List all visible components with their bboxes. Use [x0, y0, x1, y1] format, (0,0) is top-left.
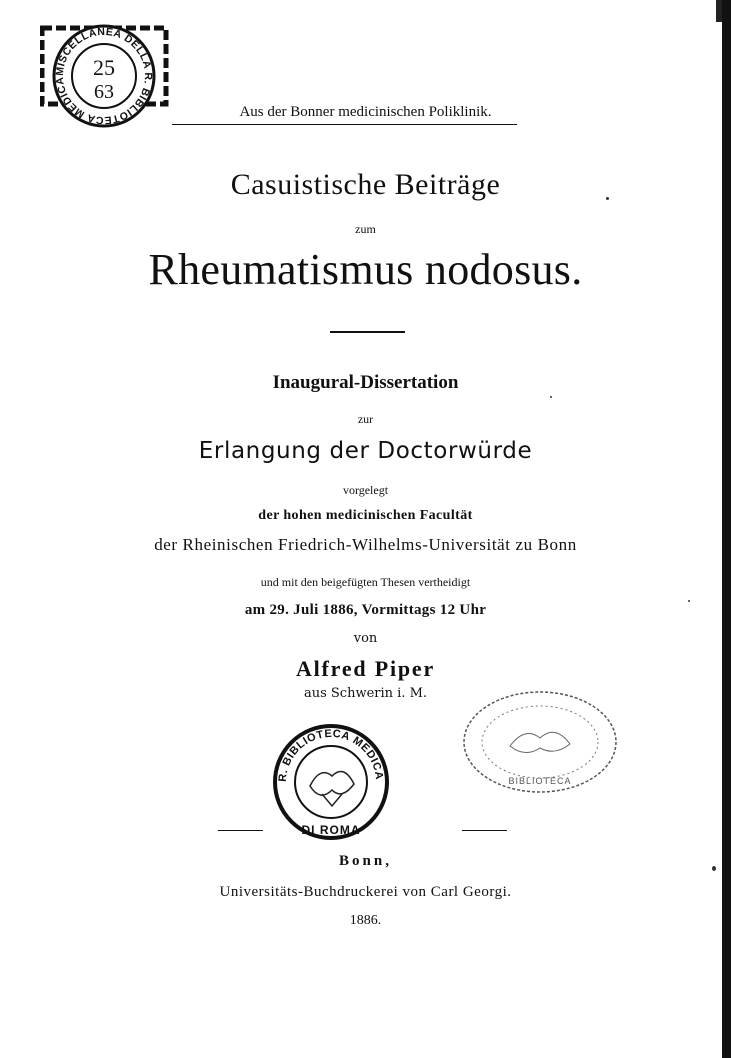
bottom-stamp-text: R. BIBLIOTECA MEDICA — [276, 727, 386, 783]
top-stamp-text: MISCELLANEA DELLA R. BIBLIOTECA MEDICA — [53, 25, 155, 127]
imprint-printer: Universitäts-Buchdruckerei von Carl Georgi. — [219, 884, 512, 900]
zur-text: zur — [357, 412, 374, 426]
purpose-text: Erlangung der Doctorwürde — [198, 438, 533, 464]
header-rule — [172, 124, 517, 125]
title-divider — [330, 331, 405, 333]
defended-text: und mit den beigefügten Thesen vertheidigt — [260, 575, 471, 589]
imprint-rule-right — [462, 830, 507, 831]
vorgelegt-text: vorgelegt — [342, 483, 389, 497]
scan-speck — [688, 600, 690, 602]
right-stamp-text: BIBLIOTECA — [508, 776, 572, 786]
library-stamp-bottom — [262, 724, 400, 844]
dissertation-type: Inaugural-Dissertation — [272, 372, 459, 393]
defense-date: am 29. Juli 1886, Vormittags 12 Uhr — [244, 602, 487, 618]
imprint-city: Bonn, — [339, 853, 392, 869]
title-main: Rheumatismus nodosus. — [148, 245, 583, 294]
top-stamp-number-1: 25 — [93, 55, 115, 80]
von-text: von — [353, 631, 378, 646]
title-connector: zum — [355, 222, 376, 236]
scan-speck — [712, 866, 716, 871]
title-line-1: Casuistische Beiträge — [230, 168, 501, 201]
scan-speck — [606, 197, 609, 200]
bottom-stamp-city: DI ROMA — [301, 823, 361, 837]
scan-edge-top-right — [716, 0, 722, 22]
top-stamp-number-2: 63 — [94, 81, 114, 103]
institution-header: Aus der Bonner medicinischen Poliklinik. — [239, 104, 492, 120]
scan-speck — [550, 396, 552, 398]
university-text: der Rheinischen Friedrich-Wilhelms-Universität zu Bonn — [154, 535, 577, 554]
faculty-text: der hohen medicinischen Facultät — [258, 508, 473, 523]
author-origin: aus Schwerin i. M. — [303, 686, 428, 701]
imprint-year: 1886. — [349, 913, 382, 928]
author-name: Alfred Piper — [295, 656, 436, 681]
imprint-rule-left — [218, 830, 263, 831]
library-stamp-right — [460, 688, 620, 796]
